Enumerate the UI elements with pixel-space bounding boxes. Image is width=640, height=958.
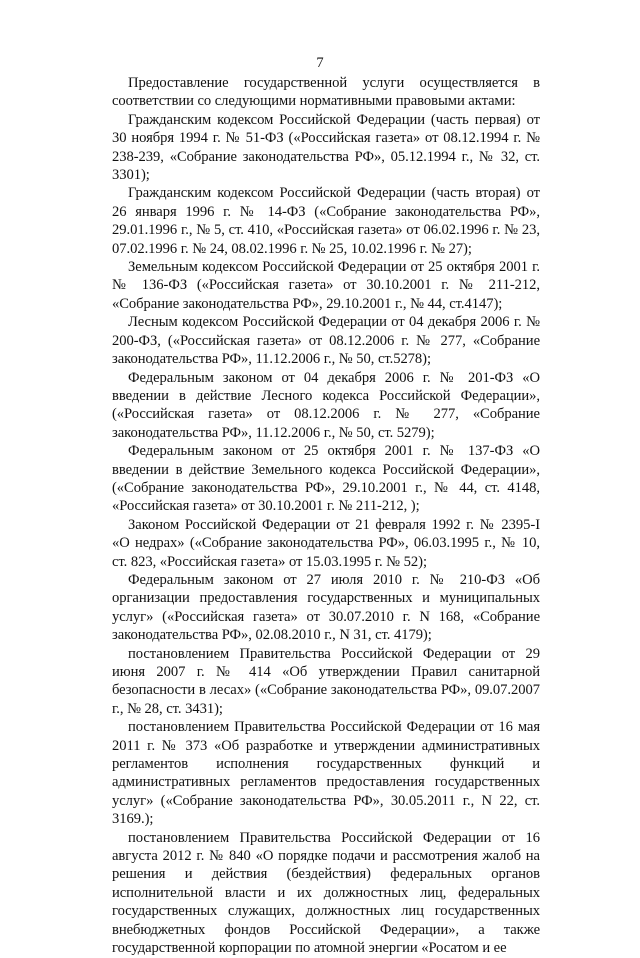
- paragraph-forest-code: Лесным кодексом Российской Федерации от 04 декабря 2006 г. № 200-ФЗ, («Российская газета» от 08.12.2006 г. № 277, «Собрание законодательства РФ», 11.12.2006 г., № 50, ст.5278);: [112, 314, 540, 368]
- paragraph-admin-regulations-resolution: постановлением Правительства Российской Федерации от 16 мая 2011 г. № 373 «Об разработке и утверждении административных регламентов исполнения государственных функций и административных регламентов предоставления государственных услуг» («Собрание законодательства РФ», 30.05.2011 г., N 22, ст. 3169.);: [112, 719, 540, 828]
- paragraph-complaints-resolution: постановлением Правительства Российской Федерации от 16 августа 2012 г. № 840 «О порядке подачи и рассмотрения жалоб на решения и действия (бездействия) федеральных органов исполнительной власти и их должностных лиц, федеральных государственных служащих, должностных лиц государственных внебюджетных фондов Российской Федерации», а также государственной корпорации по атомной энергии «Росатом и ее: [112, 829, 540, 957]
- paragraph-intro: Предоставление государственной услуги осуществляется в соответствии со следующими нормативными правовыми актами:: [112, 75, 540, 110]
- document-body: [112, 74, 540, 958]
- paragraph-land-code-enactment-law: Федеральным законом от 25 октября 2001 г. № 137-ФЗ «О введении в действие Земельного кодекса Российской Федерации», («Собрание законодательства РФ», 29.10.2001 г., № 44, ст. 4148, «Российская газета» от 30.10.2001 г. № 211-212, );: [112, 443, 540, 515]
- paragraph-public-services-law: Федеральным законом от 27 июля 2010 г. № 210-ФЗ «Об организации предоставления государственных и муниципальных услуг» («Российская газета» от 30.07.2010 г. N 168, «Собрание законодательства РФ», 02.08.2010 г., N 31, ст. 4179);: [112, 571, 540, 644]
- paragraph-civil-code-part-1: Гражданским кодексом Российской Федерации (часть первая) от 30 ноября 1994 г. № 51-ФЗ («Российская газета» от 08.12.1994 г. № 238-239, «Собрание законодательства РФ», 05.12.1994 г., № 32, ст. 3301);: [112, 111, 540, 184]
- paragraph-land-code: Земельным кодексом Российской Федерации от 25 октября 2001 г. № 136-ФЗ («Российская газета» от 30.10.2001 г. № 211-212, «Собрание законодательства РФ», 29.10.2001 г., № 44, ст.4147);: [112, 259, 540, 312]
- paragraph-subsoil-law: Законом Российской Федерации от 21 февраля 1992 г. № 2395-I «О недрах» («Собрание законодательства РФ», 06.03.1995 г., № 10, ст. 823, «Российская газета» от 15.03.1995 г. № 52);: [112, 516, 540, 570]
- paragraph-forest-code-enactment-law: Федеральным законом от 04 декабря 2006 г. № 201-ФЗ «О введении в действие Лесного кодекса Российской Федерации», («Российская газета» от 08.12.2006 г. № 277, «Собрание законодательства РФ», 11.12.2006 г., № 50, ст. 5279);: [112, 369, 540, 441]
- page-number: 7: [316, 55, 324, 71]
- paragraph-civil-code-part-2: Гражданским кодексом Российской Федерации (часть вторая) от 26 января 1996 г. № 14-ФЗ («Собрание законодательства РФ», 29.01.1996 г., № 5, ст. 410, «Российская газета» от 06.02.1996 г. № 23, 07.02.1996 г. № 24, 08.02.1996 г. № 25, 10.02.1996 г. № 27);: [112, 185, 540, 257]
- paragraph-forest-sanitary-resolution: постановлением Правительства Российской Федерации от 29 июня 2007 г. № 414 «Об утверждении Правил санитарной безопасности в лесах» («Собрание законодательства РФ», 09.07.2007 г., № 28, ст. 3431);: [112, 645, 540, 717]
